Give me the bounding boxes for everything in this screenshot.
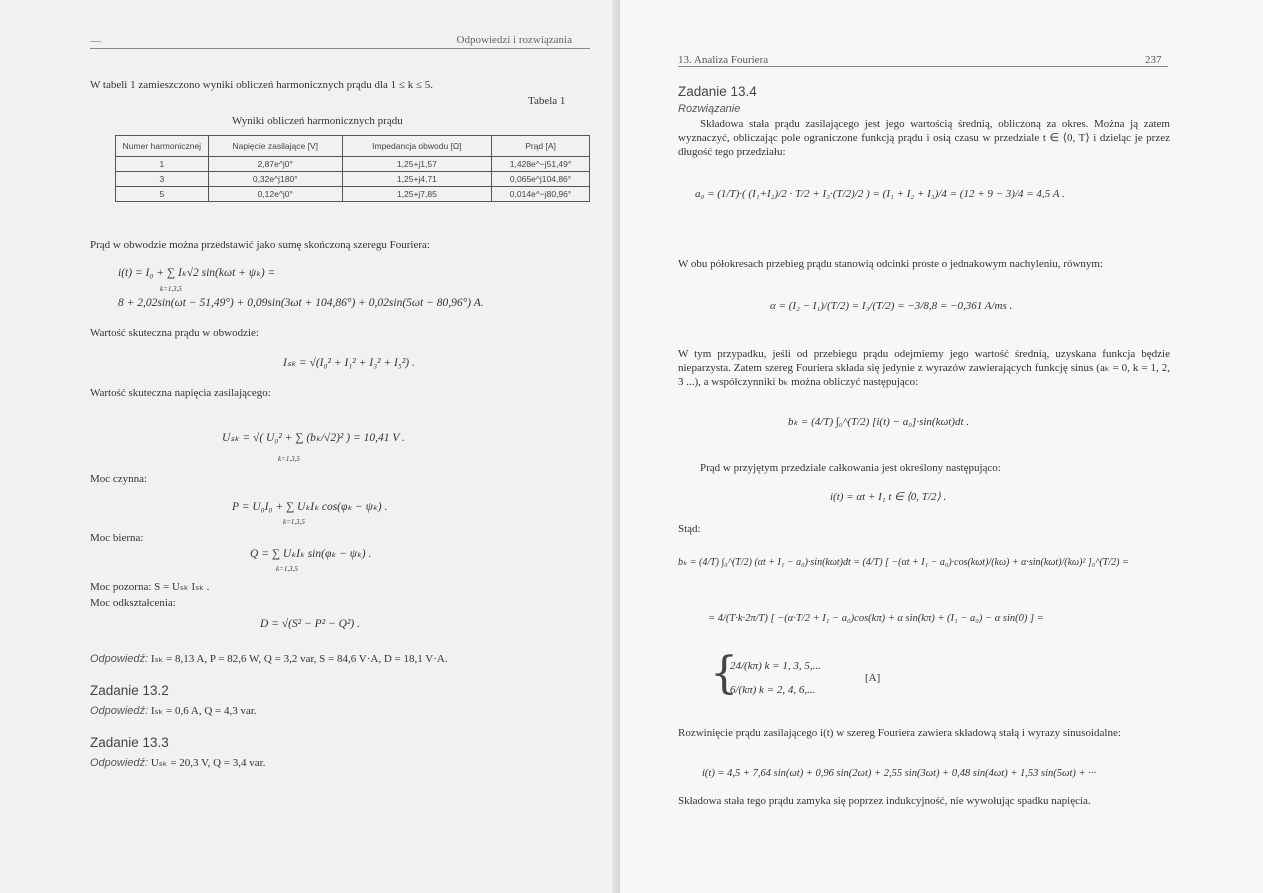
table-cell: 2,87e^j0° (208, 157, 342, 172)
rms-current-text: Wartość skuteczna prądu w obwodzie: (90, 327, 259, 339)
case-even: 6/(kπ) k = 2, 4, 6,... (730, 684, 816, 696)
solution-label: Rozwiązanie (678, 103, 741, 115)
equation-i-sum-index: k=1,3,5 (160, 285, 182, 293)
right-page-number: 237 (1145, 54, 1162, 66)
left-page-number: — (90, 35, 101, 47)
table-cell: 0,12e^j0° (208, 187, 342, 202)
answer-13-2 (90, 704, 257, 718)
harmonics-table (115, 135, 590, 202)
heading-13-3: Zadanie 13.3 (90, 735, 169, 750)
paragraph-inductance: Składowa stała tego prądu zamyka się poprzez indukcyjność, nie wywołując spadku napięcia. (678, 795, 1091, 807)
equation-alpha: α = (I₂ − I₁)/(T/2) = I₃/(T/2) = −3/8,8 = −0,361 A/ms . (770, 300, 1013, 312)
answer-value: Uₛₖ = 20,3 V, Q = 3,4 var. (150, 757, 266, 769)
table-cell: 0,065e^j104,86° (492, 172, 590, 187)
paragraph-odd-function: W tym przypadku, jeśli od przebiegu prądu odejmiemy jego wartość średnią, uzyskana funkcja będzie nieparzysta. Zatem szereg Fouriera składa się jedynie z wyrazów zawierających funkcję sinus (aₖ = 0, k = 1, 2, 3 ...), a współczynniki bₖ można obliczyć następująco: (678, 348, 1170, 388)
table-row (116, 157, 590, 172)
table-header-row (116, 136, 590, 157)
intro-text: W tabeli 1 zamieszczono wyniki obliczeń harmonicznych prądu dla 1 ≤ k ≤ 5. (90, 79, 433, 91)
table-caption: Wyniki obliczeń harmonicznych prądu (232, 115, 403, 127)
answer-13-1 (90, 652, 448, 666)
fourier-text: Prąd w obwodzie można przedstawić jako sumę skończoną szeregu Fouriera: (90, 239, 430, 251)
table-cell: 5 (116, 187, 209, 202)
case-odd: 24/(kπ) k = 1, 3, 5,... (730, 660, 821, 672)
paragraph-expansion: Rozwinięcie prądu zasilającego i(t) w szereg Fouriera zawiera składową stałą i wyrazy sinusoidalne: (678, 727, 1121, 739)
distortion-power-text: Moc odkształcenia: (90, 597, 176, 609)
table-row (116, 187, 590, 202)
right-page (620, 0, 1263, 893)
table-header-cell: Numer harmonicznej (116, 136, 209, 157)
table-cell: 1,25+j1,57 (342, 157, 491, 172)
table-header-cell: Impedancja obwodu [Ω] (342, 136, 491, 157)
table-cell: 1,428e^−j51,49° (492, 157, 590, 172)
table-cell: 1,25+j4,71 (342, 172, 491, 187)
equation-bk-integral: bₖ = (4/T) ∫₀^(T/2) (αt + I₁ − a₀)·sin(kωt)dt = (4/T) [ −(αt + I₁ − a₀)·cos(kωt)/(kω) + α·sin(kωt)/(kω)² ]₀^(T/2) = (678, 557, 1129, 568)
equation-a0: a₀ = (1/T)·( (I₁+I₂)/2 · T/2 + I₃·(T/2)/2 ) = (I₁ + I₂ + I₃)/4 = (12 + 9 − 3)/4 = 4,5 A . (695, 188, 1065, 200)
table-row (116, 172, 590, 187)
equation-usk: Uₛₖ = √( U₀² + ∑ (bₖ/√2)² ) = 10,41 V . (222, 432, 405, 444)
equation-i-sum: i(t) = I₀ + ∑ Iₖ√2 sin(kωt + ψₖ) = (118, 267, 276, 279)
left-running-header: Odpowiedzi i rozwiązania (456, 34, 572, 46)
equation-it: i(t) = αt + I₁ t ∈ ⟨0, T/2⟩ . (830, 491, 947, 503)
equation-fourier-series: i(t) = 4,5 + 7,64 sin(ωt) + 0,96 sin(2ωt) + 2,55 sin(3ωt) + 0,48 sin(4ωt) + 1,53 sin(5ωt) + ··· (702, 768, 1097, 779)
table-cell: 3 (116, 172, 209, 187)
paragraph-interval: Prąd w przyjętym przedziale całkowania jest określony następująco: (700, 462, 1001, 474)
answer-label: Odpowiedź: (90, 757, 149, 769)
right-header-rule (678, 66, 1168, 67)
apparent-power-text: Moc pozorna: S = Uₛₖ Iₛₖ . (90, 581, 210, 593)
right-running-header: 13. Analiza Fouriera (678, 54, 769, 66)
equation-i-expanded: 8 + 2,02sin(ωt − 51,49°) + 0,09sin(3ωt + 104,86°) + 0,02sin(5ωt − 80,96°) A. (118, 297, 484, 309)
left-page (0, 0, 620, 893)
equation-p-index: k=1,3,5 (283, 518, 305, 526)
table-cell: 0,32e^j180° (208, 172, 342, 187)
equation-q: Q = ∑ UₖIₖ sin(φₖ − ψₖ) . (250, 548, 372, 560)
equation-bk-evaluated: = 4/(T·k·2π/T) [ −(α·T/2 + I₁ − a₀)cos(kπ) + α sin(kπ) + (I₁ − a₀) − α sin(0) ] = (708, 613, 1044, 624)
answer-label: Odpowiedź: (90, 653, 149, 665)
answer-value: Iₛₖ = 8,13 A, P = 82,6 W, Q = 3,2 var, S = 84,6 V·A, D = 18,1 V·A. (150, 653, 448, 665)
answer-13-3 (90, 756, 265, 770)
equation-usk-index: k=1,3,5 (278, 455, 300, 463)
equation-bk: bₖ = (4/T) ∫₀^(T/2) [i(t) − a₀]·sin(kωt)dt . (788, 416, 970, 428)
stad-text: Stąd: (678, 523, 701, 535)
rms-voltage-text: Wartość skuteczna napięcia zasilającego: (90, 387, 271, 399)
paragraph-mean: Składowa stała prądu zasilającego jest jego wartością średnią, obliczoną za okres. Można ją zatem wyznaczyć, obliczając pole ograniczone funkcją prądu i osią czasu w przedziale t ∈ ⟨0, T⟩ i dzieląc je przez długość tego przedziału: (678, 118, 1170, 158)
table-header-cell: Prąd [A] (492, 136, 590, 157)
table-cell: 0,014e^−j80,96° (492, 187, 590, 202)
table-cell: 1,25+j7,85 (342, 187, 491, 202)
table-cell: 1 (116, 157, 209, 172)
table-header-cell: Napięcie zasilające [V] (208, 136, 342, 157)
equation-isk: Iₛₖ = √(I₀² + I₁² + I₃² + I₅²) . (283, 357, 415, 369)
heading-13-2: Zadanie 13.2 (90, 683, 169, 698)
left-header-rule (90, 48, 590, 49)
reactive-power-text: Moc bierna: (90, 532, 144, 544)
answer-label: Odpowiedź: (90, 705, 149, 717)
answer-value: Iₛₖ = 0,6 A, Q = 4,3 var. (150, 705, 257, 717)
equation-p: P = U₀I₀ + ∑ UₖIₖ cos(φₖ − ψₖ) . (232, 501, 388, 513)
cases-brace: { (710, 648, 738, 699)
equation-q-index: k=1,3,5 (276, 565, 298, 573)
active-power-text: Moc czynna: (90, 473, 148, 485)
equation-d: D = √(S² − P² − Q²) . (260, 618, 360, 630)
heading-13-4: Zadanie 13.4 (678, 84, 757, 99)
table-number: Tabela 1 (528, 95, 566, 107)
paragraph-slope: W obu półokresach przebieg prądu stanowią odcinki proste o jednakowym nachyleniu, równym: (678, 258, 1104, 270)
unit-ampere: [A] (865, 672, 881, 684)
